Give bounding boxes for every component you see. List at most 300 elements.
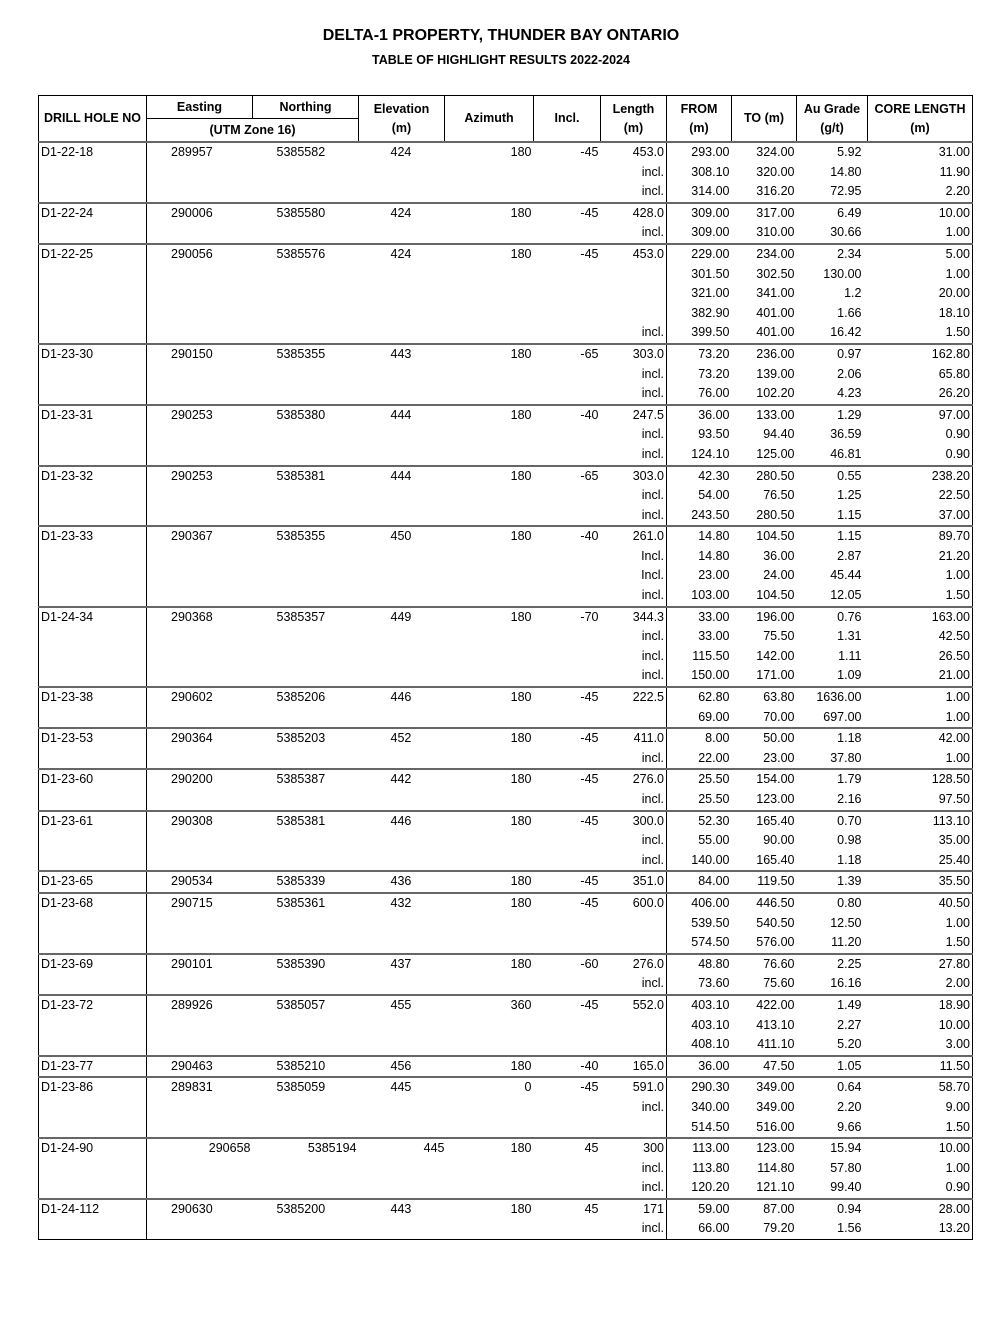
easting-value xyxy=(147,708,253,729)
elevation-value xyxy=(359,304,445,324)
to-value: 75.50 xyxy=(763,629,795,644)
drill-hole-id xyxy=(39,384,147,405)
drill-hole-id xyxy=(39,666,147,687)
azimuth-value: 180 xyxy=(445,954,534,975)
au-grade-value: 0.94 xyxy=(797,1199,868,1220)
elevation-value: 455 xyxy=(359,995,445,1016)
elevation-value: 424 xyxy=(359,142,445,163)
au-grade-value: 2.16 xyxy=(837,792,862,806)
elevation-value: 436 xyxy=(359,871,445,893)
to-value: 76.60 xyxy=(732,954,797,975)
drill-hole-id xyxy=(39,425,147,445)
elevation-value: 444 xyxy=(359,405,445,426)
from-value: 33.00 xyxy=(667,607,732,628)
azimuth-value xyxy=(445,304,534,324)
from-value: 23.00 xyxy=(698,568,730,583)
easting-value xyxy=(147,1159,253,1179)
au-grade-value: 57.80 xyxy=(830,1160,862,1175)
incl-value xyxy=(534,914,601,934)
au-grade-value: 0.55 xyxy=(797,466,868,487)
interval-row xyxy=(39,1219,973,1239)
header-to: TO (m) xyxy=(732,96,797,143)
drill-hole-id: D1-24-90 xyxy=(39,1138,147,1159)
from-value: 140.00 xyxy=(691,852,730,867)
core-length-value: 21.20 xyxy=(868,547,973,567)
easting-value xyxy=(147,486,253,506)
to-value: 114.80 xyxy=(757,1160,795,1175)
azimuth-value xyxy=(445,506,534,527)
to-value: 165.40 xyxy=(756,852,795,867)
elevation-value: 424 xyxy=(359,203,445,224)
au-grade-value: 1.49 xyxy=(797,995,868,1016)
to-value: 133.00 xyxy=(732,405,797,426)
incl-value xyxy=(534,933,601,954)
interval-label xyxy=(601,708,667,729)
azimuth-value: 0 xyxy=(445,1077,534,1098)
azimuth-value: 180 xyxy=(445,728,534,749)
core-length-value: 1.00 xyxy=(868,708,973,729)
au-grade-value: 0.97 xyxy=(797,344,868,365)
header-utm-zone: (UTM Zone 16) xyxy=(147,119,359,143)
azimuth-value xyxy=(445,851,534,872)
elevation-value: 444 xyxy=(359,466,445,487)
from-value: 340.00 xyxy=(691,1099,730,1114)
incl-value: -45 xyxy=(534,203,601,224)
from-value: 124.10 xyxy=(691,446,730,461)
to-value: 317.00 xyxy=(732,203,797,224)
northing-value xyxy=(253,1159,359,1179)
elevation-value xyxy=(359,831,445,851)
easting-value xyxy=(147,365,253,385)
header-easting: Easting xyxy=(147,96,253,119)
azimuth-value: 180 xyxy=(445,203,534,224)
elevation-value xyxy=(359,506,445,527)
to-value: 119.50 xyxy=(732,871,797,893)
drill-hole-row xyxy=(39,1199,973,1220)
drill-hole-id xyxy=(39,486,147,506)
interval-row xyxy=(39,547,973,567)
core-length-value: 97.00 xyxy=(868,405,973,426)
incl-value: -45 xyxy=(534,893,601,914)
drill-hole-row xyxy=(39,871,973,893)
easting-value xyxy=(147,933,253,954)
from-value: 25.50 xyxy=(667,769,732,790)
incl-value xyxy=(534,566,601,586)
au-grade-value: 45.44 xyxy=(830,568,862,583)
incl-value: -70 xyxy=(534,607,601,628)
from-value: 321.00 xyxy=(691,286,730,301)
azimuth-value: 180 xyxy=(445,1138,534,1159)
from-value: 36.00 xyxy=(667,405,732,426)
easting-value xyxy=(147,1118,253,1139)
to-value: 302.50 xyxy=(756,266,795,281)
to-value: 324.00 xyxy=(732,142,797,163)
northing-value xyxy=(253,323,359,344)
core-length-value: 40.50 xyxy=(868,893,973,914)
au-grade-value: 6.49 xyxy=(797,203,868,224)
easting-value: 290200 xyxy=(147,769,253,790)
au-grade-value: 15.94 xyxy=(797,1138,868,1159)
elevation-value: 445 xyxy=(359,1138,445,1159)
interval-row xyxy=(39,1178,973,1199)
northing-value xyxy=(253,1016,359,1036)
easting-value xyxy=(147,223,253,244)
easting-value xyxy=(147,384,253,405)
easting-value xyxy=(147,425,253,445)
drill-hole-row xyxy=(39,769,973,790)
core-length-value: 89.70 xyxy=(868,526,973,547)
incl-value xyxy=(534,1118,601,1139)
to-value: 234.00 xyxy=(732,244,797,265)
elevation-value: 437 xyxy=(359,954,445,975)
au-grade-value: 30.66 xyxy=(830,225,862,240)
header-core-length: CORE LENGTH (m) xyxy=(868,96,973,143)
to-value: 102.20 xyxy=(756,386,795,401)
au-grade-value: 4.23 xyxy=(837,386,862,401)
from-value: 8.00 xyxy=(667,728,732,749)
incl-value: -65 xyxy=(534,344,601,365)
from-value: 25.50 xyxy=(698,792,730,806)
to-value: 349.00 xyxy=(732,1077,797,1098)
interval-label: incl. xyxy=(601,627,667,647)
from-value: 14.80 xyxy=(667,526,732,547)
northing-value xyxy=(253,933,359,954)
from-value: 574.50 xyxy=(691,935,730,950)
to-value: 90.00 xyxy=(763,833,795,848)
core-length-value: 1.00 xyxy=(868,687,973,708)
to-value: 422.00 xyxy=(732,995,797,1016)
interval-label: incl. xyxy=(601,445,667,466)
northing-value xyxy=(253,1118,359,1139)
elevation-value: 445 xyxy=(359,1077,445,1098)
to-value: 125.00 xyxy=(756,446,795,461)
elevation-value xyxy=(359,566,445,586)
from-value: 36.00 xyxy=(667,1056,732,1078)
northing-value xyxy=(253,506,359,527)
core-length-value: 28.00 xyxy=(868,1199,973,1220)
interval-label: incl. xyxy=(601,223,667,244)
au-grade-value: 1.05 xyxy=(797,1056,868,1078)
drill-hole-id xyxy=(39,304,147,324)
to-value: 413.10 xyxy=(756,1017,795,1032)
incl-value xyxy=(534,425,601,445)
azimuth-value xyxy=(445,547,534,567)
interval-label: incl. xyxy=(601,1178,667,1199)
drill-hole-id xyxy=(39,627,147,647)
au-grade-value: 2.06 xyxy=(837,366,862,381)
core-length-value: 35.50 xyxy=(868,871,973,893)
length-value: 165.0 xyxy=(601,1056,667,1078)
interval-row xyxy=(39,1016,973,1036)
au-grade-value: 46.81 xyxy=(830,446,862,461)
easting-value xyxy=(147,566,253,586)
core-length-value: 11.50 xyxy=(868,1056,973,1078)
core-length-value: 37.00 xyxy=(868,506,973,527)
azimuth-value xyxy=(445,1035,534,1056)
northing-value xyxy=(253,425,359,445)
northing-value xyxy=(253,384,359,405)
incl-value xyxy=(534,1178,601,1199)
from-value: 243.50 xyxy=(691,507,730,522)
northing-value: 5385357 xyxy=(253,607,359,628)
northing-value: 5385380 xyxy=(253,405,359,426)
azimuth-value xyxy=(445,1016,534,1036)
length-value: 276.0 xyxy=(601,769,667,790)
incl-value xyxy=(534,586,601,607)
easting-value xyxy=(147,647,253,667)
incl-value xyxy=(534,749,601,770)
easting-value: 290253 xyxy=(147,466,253,487)
core-length-value: 1.00 xyxy=(868,749,973,770)
drill-hole-row xyxy=(39,526,973,547)
au-grade-value: 99.40 xyxy=(830,1180,862,1195)
drill-hole-id xyxy=(39,586,147,607)
incl-value: -65 xyxy=(534,466,601,487)
northing-value xyxy=(253,1035,359,1056)
easting-value xyxy=(147,831,253,851)
interval-label: incl. xyxy=(601,1159,667,1179)
interval-row xyxy=(39,284,973,304)
interval-row xyxy=(39,445,973,466)
elevation-value xyxy=(359,933,445,954)
from-value: 22.00 xyxy=(698,750,730,765)
drill-hole-row xyxy=(39,1138,973,1159)
from-value: 84.00 xyxy=(667,871,732,893)
core-length-value: 35.00 xyxy=(868,831,973,851)
drill-hole-row xyxy=(39,1077,973,1098)
incl-value xyxy=(534,486,601,506)
elevation-value: 452 xyxy=(359,728,445,749)
au-grade-value: 1.79 xyxy=(797,769,868,790)
au-grade-value: 1.15 xyxy=(797,526,868,547)
to-value: 121.10 xyxy=(756,1180,795,1195)
interval-row xyxy=(39,365,973,385)
elevation-value: 446 xyxy=(359,811,445,832)
easting-value xyxy=(147,182,253,203)
azimuth-value: 180 xyxy=(445,142,534,163)
au-grade-value: 12.05 xyxy=(830,588,862,603)
azimuth-value xyxy=(445,586,534,607)
easting-value: 290006 xyxy=(147,203,253,224)
northing-value xyxy=(253,851,359,872)
to-value: 310.00 xyxy=(756,225,795,240)
interval-row xyxy=(39,506,973,527)
core-length-value: 3.00 xyxy=(868,1035,973,1056)
from-value: 103.00 xyxy=(691,588,730,603)
drill-hole-id xyxy=(39,933,147,954)
incl-value xyxy=(534,304,601,324)
azimuth-value: 180 xyxy=(445,1056,534,1078)
incl-value xyxy=(534,851,601,872)
drill-hole-row xyxy=(39,344,973,365)
incl-value: 45 xyxy=(534,1199,601,1220)
to-value: 154.00 xyxy=(732,769,797,790)
interval-row xyxy=(39,851,973,872)
to-value: 320.00 xyxy=(756,164,795,179)
drill-hole-id: D1-24-112 xyxy=(39,1199,147,1220)
drill-hole-id xyxy=(39,708,147,729)
easting-value xyxy=(147,749,253,770)
northing-value xyxy=(253,1098,359,1118)
drill-hole-id xyxy=(39,1159,147,1179)
incl-value: -45 xyxy=(534,995,601,1016)
incl-value xyxy=(534,284,601,304)
header-au-grade: Au Grade (g/t) xyxy=(797,96,868,143)
drill-hole-id: D1-22-24 xyxy=(39,203,147,224)
interval-label: incl. xyxy=(601,851,667,872)
incl-value xyxy=(534,1035,601,1056)
interval-row xyxy=(39,666,973,687)
drill-hole-row xyxy=(39,893,973,914)
drill-hole-id: D1-23-33 xyxy=(39,526,147,547)
easting-value xyxy=(147,974,253,995)
au-grade-value: 14.80 xyxy=(830,164,862,179)
interval-label: incl. xyxy=(601,790,667,811)
easting-value: 290308 xyxy=(147,811,253,832)
interval-label xyxy=(601,265,667,285)
azimuth-value: 180 xyxy=(445,769,534,790)
azimuth-value: 180 xyxy=(445,607,534,628)
northing-value: 5385580 xyxy=(253,203,359,224)
incl-value xyxy=(534,506,601,527)
northing-value: 5385381 xyxy=(253,466,359,487)
azimuth-value xyxy=(445,1219,534,1239)
core-length-value: 26.50 xyxy=(868,647,973,667)
au-grade-value: 16.16 xyxy=(830,976,862,991)
easting-value xyxy=(147,914,253,934)
azimuth-value xyxy=(445,223,534,244)
from-value: 42.30 xyxy=(667,466,732,487)
au-grade-value: 2.27 xyxy=(837,1017,862,1032)
from-value: 48.80 xyxy=(667,954,732,975)
drill-hole-id xyxy=(39,790,147,811)
interval-row xyxy=(39,182,973,203)
au-grade-value: 1.25 xyxy=(837,488,862,503)
elevation-value xyxy=(359,1118,445,1139)
interval-label: incl. xyxy=(601,182,667,203)
northing-value: 5385582 xyxy=(253,142,359,163)
northing-value: 5385339 xyxy=(253,871,359,893)
au-grade-value: 0.76 xyxy=(797,607,868,628)
core-length-value: 113.10 xyxy=(868,811,973,832)
northing-value xyxy=(253,566,359,586)
incl-value: -60 xyxy=(534,954,601,975)
interval-label: incl. xyxy=(601,486,667,506)
core-length-value: 1.00 xyxy=(868,265,973,285)
drill-hole-id xyxy=(39,566,147,586)
to-value: 316.20 xyxy=(756,184,795,199)
easting-value xyxy=(147,445,253,466)
azimuth-value: 180 xyxy=(445,466,534,487)
from-value: 113.80 xyxy=(692,1160,730,1175)
azimuth-value xyxy=(445,163,534,183)
incl-value xyxy=(534,547,601,567)
northing-value xyxy=(253,708,359,729)
incl-value: 45 xyxy=(534,1138,601,1159)
incl-value: -45 xyxy=(534,142,601,163)
to-value: 196.00 xyxy=(732,607,797,628)
core-length-value: 162.80 xyxy=(868,344,973,365)
from-value: 309.00 xyxy=(667,203,732,224)
incl-value xyxy=(534,182,601,203)
au-grade-value: 11.20 xyxy=(831,935,862,950)
to-value: 401.00 xyxy=(756,325,795,340)
azimuth-value: 180 xyxy=(445,526,534,547)
to-value: 24.00 xyxy=(763,568,795,583)
easting-value xyxy=(147,323,253,344)
to-value: 401.00 xyxy=(756,305,795,320)
interval-row xyxy=(39,486,973,506)
azimuth-value xyxy=(445,284,534,304)
core-length-value: 22.50 xyxy=(868,486,973,506)
length-value: 261.0 xyxy=(601,526,667,547)
au-grade-value: 2.25 xyxy=(797,954,868,975)
au-grade-value: 697.00 xyxy=(823,709,862,724)
au-grade-value: 1.18 xyxy=(797,728,868,749)
drill-hole-id xyxy=(39,506,147,527)
incl-value xyxy=(534,1016,601,1036)
drill-hole-id: D1-23-68 xyxy=(39,893,147,914)
to-value: 123.00 xyxy=(756,792,795,806)
easting-value xyxy=(147,1178,253,1199)
header-drill-hole: DRILL HOLE NO xyxy=(39,96,147,143)
easting-value xyxy=(147,506,253,527)
interval-label xyxy=(601,1118,667,1139)
length-value: 453.0 xyxy=(601,244,667,265)
to-value: 446.50 xyxy=(732,893,797,914)
northing-value xyxy=(253,486,359,506)
core-length-value: 58.70 xyxy=(868,1077,973,1098)
interval-row xyxy=(39,586,973,607)
drill-hole-row xyxy=(39,954,973,975)
to-value: 50.00 xyxy=(732,728,797,749)
azimuth-value: 180 xyxy=(445,893,534,914)
elevation-value xyxy=(359,1178,445,1199)
interval-label: incl. xyxy=(601,1219,667,1239)
core-length-value: 20.00 xyxy=(868,284,973,304)
azimuth-value xyxy=(445,790,534,811)
core-length-value: 10.00 xyxy=(868,1138,973,1159)
au-grade-value: 5.20 xyxy=(837,1037,862,1052)
incl-value xyxy=(534,831,601,851)
drill-hole-id xyxy=(39,284,147,304)
core-length-value: 128.50 xyxy=(868,769,973,790)
au-grade-value: 37.80 xyxy=(830,750,862,765)
azimuth-value: 180 xyxy=(445,871,534,893)
au-grade-value: 1.18 xyxy=(837,852,862,867)
length-value: 552.0 xyxy=(601,995,667,1016)
easting-value: 289926 xyxy=(147,995,253,1016)
incl-value: -40 xyxy=(534,526,601,547)
to-value: 76.50 xyxy=(763,488,795,503)
drill-hole-id xyxy=(39,851,147,872)
azimuth-value xyxy=(445,365,534,385)
au-grade-value: 72.95 xyxy=(830,184,862,199)
header-length: Length (m) xyxy=(601,96,667,143)
from-value: 73.20 xyxy=(698,366,730,381)
interval-label: incl. xyxy=(601,586,667,607)
incl-value xyxy=(534,627,601,647)
northing-value xyxy=(253,1219,359,1239)
northing-value: 5385576 xyxy=(253,244,359,265)
incl-value: -40 xyxy=(534,405,601,426)
au-grade-value: 1.2 xyxy=(844,286,862,301)
drill-hole-id: D1-23-32 xyxy=(39,466,147,487)
easting-value: 289957 xyxy=(147,142,253,163)
northing-value xyxy=(253,749,359,770)
northing-value: 5385200 xyxy=(253,1199,359,1220)
header-elevation: Elevation (m) xyxy=(359,96,445,143)
